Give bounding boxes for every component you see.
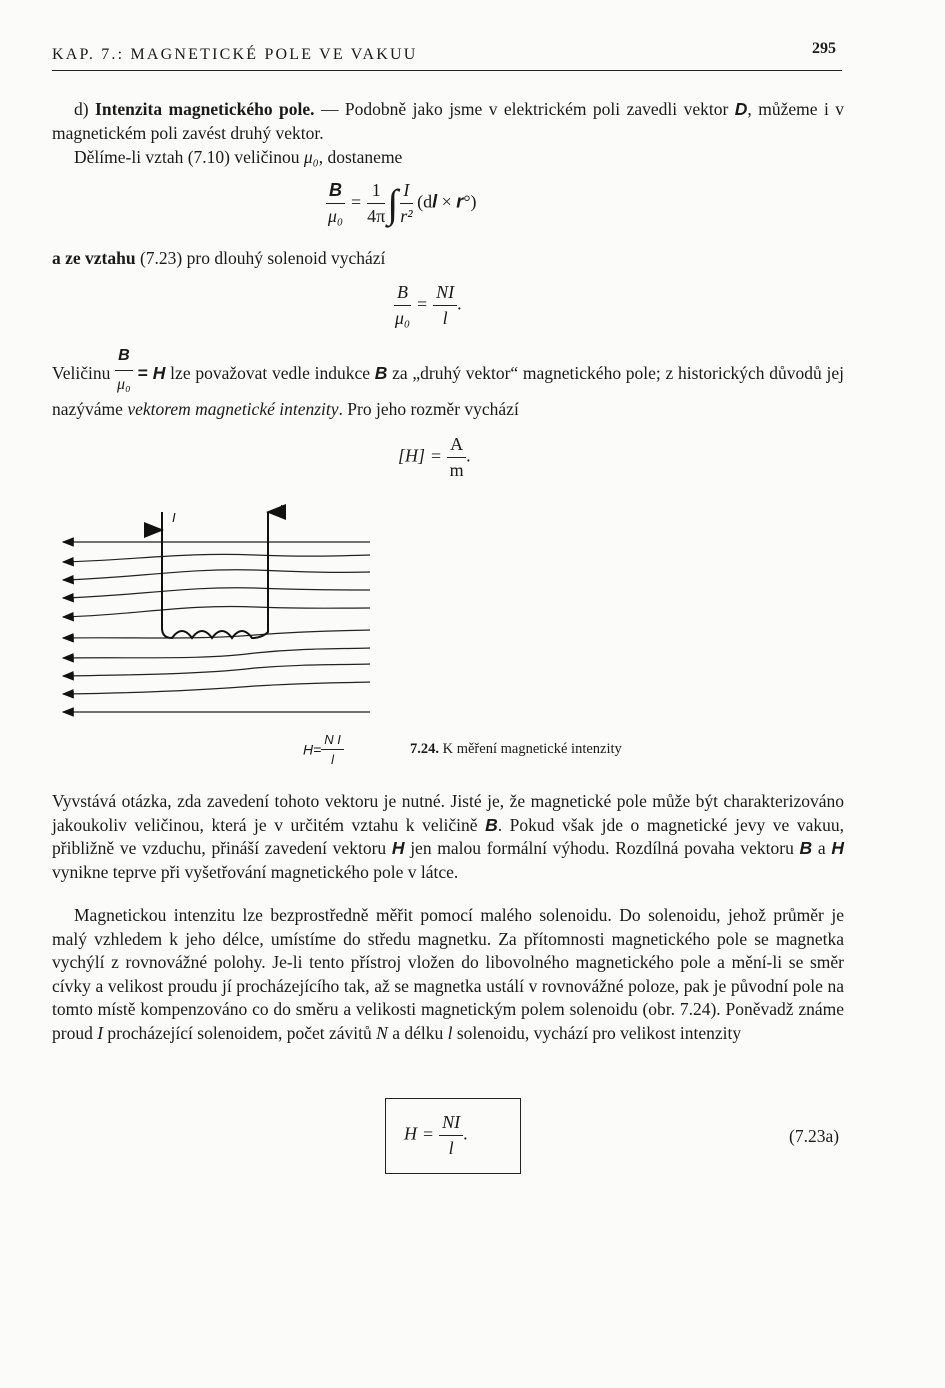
- question-paragraph: Vyvstává otázka, zda zavedení tohoto vektoru je nutné. Jisté je, že magnetické pole může být charakterizováno jakoukoliv veličinou, která je v určitém vztahu k veličině B. Pokud však jde o magnetické jevy ve vakuu, přibližně ve vzduchu, přináší zavedení vektoru H jen malou formální výhodu. Rozdílná povaha vektoru B a H vynikne teprve při vyšetřování magnetického pole v látce.: [52, 791, 845, 882]
- measurement-paragraph: Magnetickou intenzitu lze bezprostředně měřit pomocí malého solenoidu. Do solenoidu, jehož průměr je malý vzhledem k jeho délce, umístíme do středu magnetku. Za přítomnosti magnetického pole se magnetka vychýlí z rovnovážné polohy. Je-li tento přístroj vložen do libovolného magnetického pole a mění-li se směr cívky a velikost proudu jí procházejícího tak, až se magnetka ustálí v rovnovážné poloze, pak je původní pole na tomto místě kompenzováno co do směru a velikosti magnetickým polem solenoidu (obr. 7.24). Poněvadž známe proud I procházející solenoidem, počet závitů N a délku l solenoidu, vychází pro velikost intenzity: [52, 905, 844, 1043]
- intensity-definition-paragraph: Veličinu $\frac{B}{\text{μ₀}}$ = H lze považovat vedle indukce B za „druhý vektor“ magnetického pole; z historických důvodů jej nazýváme vektorem magnetické intenzity. Pro jeho rozměr vychází: [52, 344, 844, 421]
- integral-sign: ∫: [387, 181, 399, 226]
- solenoid-coil: [162, 512, 268, 638]
- field-line: [63, 682, 370, 694]
- page-number: 295: [812, 40, 836, 57]
- field-lines: [63, 542, 370, 712]
- section-label: d): [74, 99, 89, 119]
- figure-caption: 7.24. K měření magnetické intenzity: [410, 741, 622, 757]
- equation-unit: [H] = $\frac{A}{m}$ .: [398, 434, 471, 480]
- field-line: [63, 570, 370, 580]
- field-line: [63, 606, 370, 617]
- mu0-symbol: μ₀: [303, 147, 319, 167]
- solenoid-paragraph: a ze vztahu (7.23) pro dlouhý solenoid vychází: [52, 248, 386, 268]
- running-header: KAP. 7.: MAGNETICKÉ POLE VE VAKUU: [52, 46, 418, 63]
- equation-solenoid: $\frac{B}{\text{μ₀}}$ = $\frac{NI}{l}$ .: [394, 282, 462, 328]
- figure-solenoid-field: [55, 500, 385, 730]
- term-magnetic-intensity: vektorem magnetické intenzity: [127, 399, 339, 419]
- equation-biot-savart: $\frac{B}{\text{μ₀}}$ = $\frac{1}{4\pi}$ ∫ $\frac{I}{\text{r²}}$ (dl × r°): [327, 180, 477, 226]
- figure-formula: H= $\frac{\text{N I}}{l}$: [303, 732, 344, 767]
- coil-wire: [162, 512, 268, 638]
- vector-D: D: [734, 99, 748, 119]
- field-line: [63, 554, 370, 562]
- field-line: [63, 648, 370, 658]
- header-rule: [52, 70, 842, 71]
- field-line: [63, 588, 370, 598]
- section-d-paragraph: d) Intenzita magnetického pole. — Podobně jako jsme v elektrickém poli zavedli vektor D, můžeme i v magnetickém poli zavést druhý vektor.: [52, 99, 845, 143]
- current-label-right: I: [279, 502, 283, 517]
- vector-H-def: = H: [137, 363, 166, 383]
- divide-paragraph: Dělíme-li vztah (7.10) veličinou μ₀, dostaneme: [74, 147, 403, 167]
- field-line: [63, 664, 370, 676]
- section-heading: Intenzita magnetického pole.: [95, 99, 315, 119]
- equation-7-23a: H = $\frac{NI}{l}$ .: [404, 1112, 468, 1158]
- equation-number: (7.23a): [789, 1126, 840, 1146]
- current-label-left: I: [172, 510, 176, 525]
